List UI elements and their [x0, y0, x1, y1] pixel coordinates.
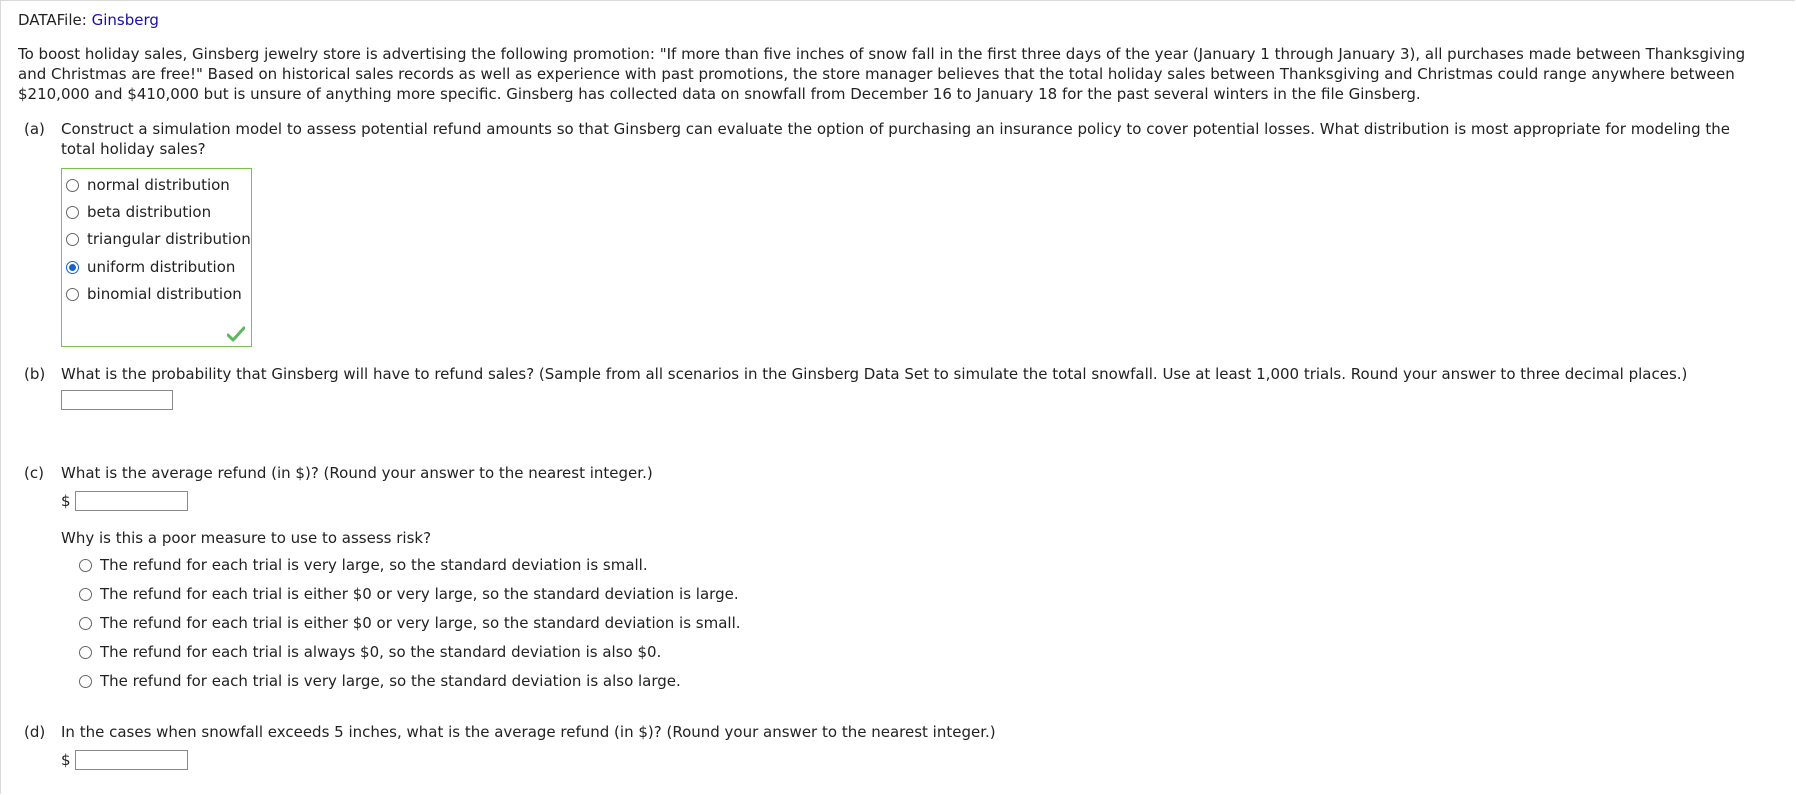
option-label: uniform distribution	[87, 258, 236, 276]
problem-intro: To boost holiday sales, Ginsberg jewelry store is advertising the following promotion: "If more than five inches of snow fall in the first three days of the year (January 1 through January 3), all purchases made between Thanksgiving and Christmas are free!" Based on historical sales records as well as experience with past promotions, the store manager believes that the total holiday sales between Thanksgiving and Christmas could range anywhere between $210,000 and $410,000 but is unsure of anything more specific. Ginsberg has collected data on snowfall from December 16 to January 18 for the past several winters in the file Ginsberg.	[18, 45, 1746, 103]
part-b-label: (b)	[24, 365, 46, 383]
radio-button[interactable]	[79, 559, 92, 572]
part-d-currency-symbol: $	[61, 751, 71, 769]
part-c-option-2[interactable]	[79, 583, 739, 605]
part-a-question: Construct a simulation model to assess potential refund amounts so that Ginsberg can evaluate the option of purchasing an insurance policy to cover potential losses. What distribution is most appropriate for modeling the total holiday sales?	[61, 120, 1731, 158]
radio-button-selected[interactable]	[66, 261, 79, 274]
part-a-option-beta[interactable]	[66, 201, 211, 223]
part-b-answer-input[interactable]	[61, 390, 173, 410]
radio-button[interactable]	[79, 617, 92, 630]
datafile-link[interactable]: Ginsberg	[91, 11, 159, 29]
datafile-label: DATAFile:	[18, 11, 87, 29]
part-c-question: What is the average refund (in $)? (Round your answer to the nearest integer.)	[61, 464, 653, 482]
option-label: triangular distribution	[87, 230, 251, 248]
part-c-label: (c)	[24, 464, 44, 482]
option-label: The refund for each trial is either $0 or very large, so the standard deviation is small.	[100, 614, 741, 632]
part-a-option-binomial[interactable]	[66, 283, 242, 305]
part-a-option-normal[interactable]	[66, 174, 230, 196]
part-d-question: In the cases when snowfall exceeds 5 inches, what is the average refund (in $)? (Round your answer to the nearest integer.)	[61, 723, 996, 741]
radio-button[interactable]	[66, 288, 79, 301]
part-c-option-1[interactable]	[79, 554, 648, 576]
option-label: beta distribution	[87, 203, 212, 221]
option-label: The refund for each trial is always $0, so the standard deviation is also $0.	[100, 643, 662, 661]
part-a-option-uniform[interactable]	[66, 256, 235, 278]
radio-button[interactable]	[79, 588, 92, 601]
part-a-label: (a)	[24, 120, 45, 138]
option-label: binomial distribution	[87, 285, 242, 303]
checkmark-icon	[227, 326, 245, 342]
option-label: The refund for each trial is either $0 or very large, so the standard deviation is large.	[100, 585, 739, 603]
part-b-question: What is the probability that Ginsberg will have to refund sales? (Sample from all scenarios in the Ginsberg Data Set to simulate the total snowfall. Use at least 1,000 trials. Round your answer to three decimal places.)	[61, 365, 1688, 383]
datafile-line	[18, 10, 159, 30]
part-d-answer-input[interactable]	[75, 750, 188, 770]
part-c-followup-question: Why is this a poor measure to use to assess risk?	[61, 529, 432, 547]
radio-button[interactable]	[66, 233, 79, 246]
option-label: The refund for each trial is very large, so the standard deviation is also large.	[100, 672, 681, 690]
radio-button[interactable]	[79, 646, 92, 659]
part-c-option-4[interactable]	[79, 641, 661, 663]
radio-button[interactable]	[79, 675, 92, 688]
radio-button[interactable]	[66, 206, 79, 219]
part-c-currency-symbol: $	[61, 492, 71, 510]
part-d-label: (d)	[24, 723, 46, 741]
part-c-option-3[interactable]	[79, 612, 741, 634]
part-c-answer-input[interactable]	[75, 491, 188, 511]
radio-button[interactable]	[66, 179, 79, 192]
part-a-answer-box	[61, 168, 252, 347]
option-label: normal distribution	[87, 176, 230, 194]
option-label: The refund for each trial is very large, so the standard deviation is small.	[100, 556, 648, 574]
part-c-option-5[interactable]	[79, 670, 681, 692]
part-a-option-triangular[interactable]	[66, 228, 251, 250]
